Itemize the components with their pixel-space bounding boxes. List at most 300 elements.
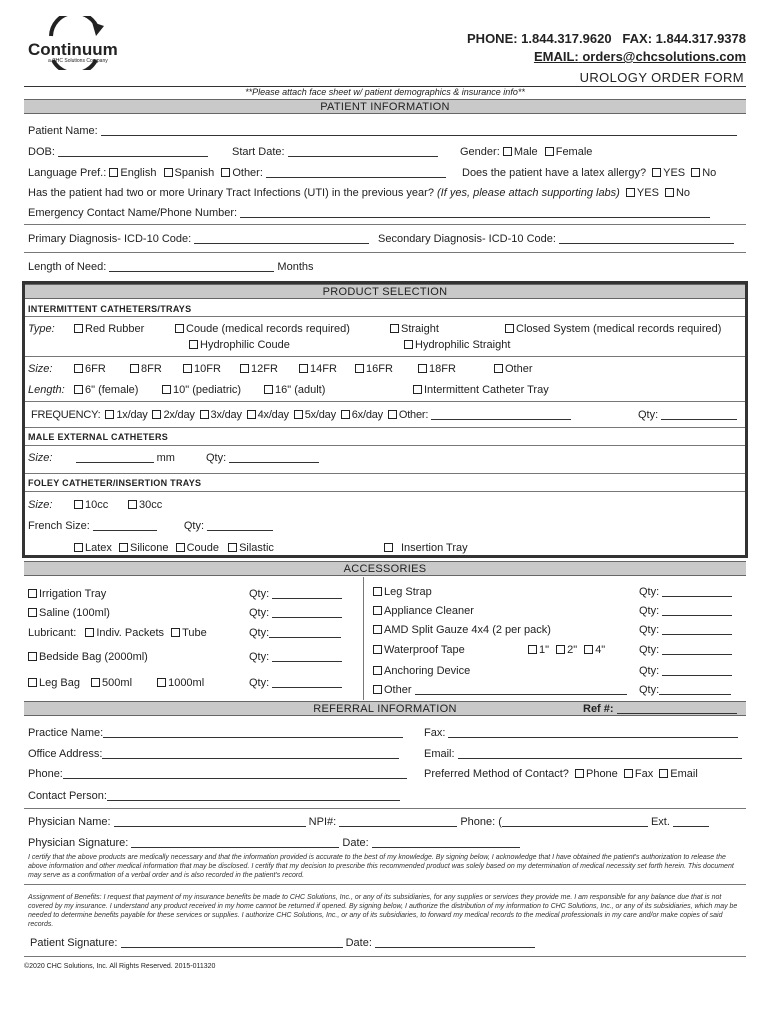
patient-rule-2 (24, 252, 746, 253)
preferred-contact-row (424, 768, 698, 780)
hydrophilic-straight-label: Hydrophilic Straight (415, 339, 511, 351)
size-10fr-checkbox[interactable] (183, 364, 192, 373)
email-link[interactable]: orders@chcsolutions.com (582, 49, 746, 64)
foley-coude-checkbox[interactable] (176, 543, 185, 552)
header-phone: PHONE: 1.844.317.9620 (467, 31, 612, 46)
hydrophilic-straight-option (404, 339, 510, 351)
pref-phone-checkbox[interactable] (575, 769, 584, 778)
saline-qty-label: Qty: (249, 607, 270, 619)
appliance-cleaner-qty-field[interactable] (662, 605, 732, 616)
ref-phone-field[interactable] (63, 768, 407, 779)
silastic-checkbox[interactable] (228, 543, 237, 552)
accessory-other-row (373, 684, 627, 696)
product-rule-1 (25, 316, 745, 317)
french-size-field[interactable] (93, 520, 157, 531)
gender-male-checkbox[interactable] (503, 147, 512, 156)
patient-name-row (28, 125, 737, 137)
size-12fr-label: 12FR (251, 363, 278, 375)
length-adult-label: 16" (adult) (275, 384, 326, 396)
logo-tagline: a CHC Solutions Company (48, 58, 108, 64)
size-other-checkbox[interactable] (494, 364, 503, 373)
latex-no-label: No (702, 167, 717, 179)
insertion-tray (384, 542, 468, 554)
size-label: Size: (28, 363, 53, 375)
emergency-field[interactable] (240, 207, 710, 218)
saline-checkbox[interactable] (28, 608, 37, 617)
size-8fr-checkbox[interactable] (130, 364, 139, 373)
lang-spanish-label: Spanish (174, 167, 215, 179)
hydrophilic-straight-checkbox[interactable] (404, 340, 413, 349)
lubricant-qty-field[interactable] (269, 627, 341, 638)
size-18fr-label: 18FR (429, 363, 456, 375)
type-label: Type: (28, 323, 55, 335)
leg-bag-qty-label: Qty: (249, 677, 270, 689)
practice-name-label: Practice Name: (28, 727, 104, 739)
secondary-dx-label: Secondary Diagnosis- ICD-10 Code: (378, 233, 556, 245)
coude-option (175, 323, 350, 335)
referral-title: REFERRAL INFORMATION (313, 703, 457, 715)
uti-no-label: No (675, 187, 691, 199)
physician-name-row (28, 816, 709, 828)
tube-label: Tube (182, 627, 207, 639)
irrigation-tray-row (28, 588, 106, 600)
practice-name-row (28, 727, 403, 739)
primary-dx-label: Primary Diagnosis- ICD-10 Code: (28, 233, 192, 245)
frequency-qty-label: Qty: (638, 409, 659, 421)
size-8fr-label: 8FR (141, 363, 162, 375)
product-rule-5 (25, 445, 745, 446)
appliance-cleaner-label: Appliance Cleaner (384, 605, 474, 617)
bedside-qty-field[interactable] (272, 651, 342, 662)
lubricant-label: Lubricant: (28, 627, 77, 639)
irrigation-tray-label: Irrigation Tray (39, 588, 107, 600)
indiv-packets-label: Indiv. Packets (96, 627, 165, 639)
accessory-other-qty-label: Qty: (639, 684, 660, 696)
latex-label: Latex (85, 542, 112, 554)
frequency-label: FREQUENCY: (31, 409, 101, 421)
gauze-qty-field[interactable] (662, 624, 732, 635)
size-12fr-checkbox[interactable] (240, 364, 249, 373)
form-title: UROLOGY ORDER FORM (579, 70, 744, 85)
product-rule-6 (25, 473, 745, 474)
saline-label: Saline (100ml) (39, 607, 110, 619)
patient-signature-field[interactable] (121, 937, 343, 948)
product-section-header: PRODUCT SELECTION (25, 284, 745, 299)
saline-qty (249, 607, 342, 619)
foley-title: FOLEY CATHETER/INSERTION TRAYS (28, 478, 202, 488)
patient-section-header: PATIENT INFORMATION (24, 99, 746, 114)
latex-allergy-row (462, 167, 716, 179)
lubricant-row (28, 627, 207, 639)
anchoring-device-qty-label: Qty: (639, 665, 660, 677)
referral-rule-1 (24, 808, 746, 809)
freq-3x-checkbox[interactable] (200, 410, 209, 419)
tape-2in-checkbox[interactable] (556, 645, 565, 654)
months-label: Months (277, 261, 314, 273)
length-pediatric-checkbox[interactable] (162, 385, 171, 394)
closed-system-label: Closed System (516, 323, 590, 335)
gender-female-label: Female (555, 146, 593, 158)
npi-field[interactable] (339, 816, 457, 827)
uti-yes-label: YES (636, 187, 659, 199)
freq-4x-checkbox[interactable] (247, 410, 256, 419)
lang-other-label: Other: (232, 167, 263, 179)
irrigation-qty-field[interactable] (272, 588, 342, 599)
foley-30cc (128, 499, 162, 511)
contact-person-label: Contact Person: (28, 790, 107, 802)
product-rule-7 (25, 491, 745, 492)
anchoring-device-row (373, 665, 470, 677)
length-female (74, 384, 138, 396)
pref-email-checkbox[interactable] (659, 769, 668, 778)
lubricant-qty-label: Qty: (249, 627, 270, 639)
secondary-dx-field[interactable] (559, 233, 734, 244)
pref-fax-checkbox[interactable] (624, 769, 633, 778)
waterproof-tape-label: Waterproof Tape (384, 644, 465, 656)
gauze-row (373, 624, 551, 636)
fax-field[interactable] (448, 727, 738, 738)
patient-name-label: Patient Name: (28, 125, 98, 137)
pref-email-label: Email (670, 768, 698, 780)
indiv-packets-checkbox[interactable] (85, 628, 94, 637)
length-pediatric (162, 384, 241, 396)
closed-records-note: (medical records required) (593, 323, 722, 335)
accessory-other-checkbox[interactable] (373, 685, 382, 694)
waterproof-tape-qty (639, 644, 732, 656)
primary-dx-field[interactable] (194, 233, 369, 244)
patient-date-label: Date: (345, 937, 372, 949)
physician-phone-label: Phone: ( (460, 816, 502, 828)
lang-other-checkbox[interactable] (221, 168, 230, 177)
freq-1x-checkbox[interactable] (105, 410, 114, 419)
accessory-other-field[interactable] (415, 684, 627, 695)
accessory-other-qty (639, 684, 731, 696)
leg-bag-qty-field[interactable] (272, 677, 342, 688)
physician-phone-field[interactable] (502, 816, 648, 827)
freq-1x-label: 1x/day (116, 409, 148, 421)
closed-system-option (505, 323, 721, 335)
ref-number-field[interactable] (617, 704, 737, 714)
preferred-contact-label: Preferred Method of Contact? (424, 768, 569, 780)
red-rubber-label: Red Rubber (85, 323, 145, 335)
gender-row (460, 146, 592, 158)
bedside-qty (249, 651, 342, 663)
size-14fr-label: 14FR (310, 363, 337, 375)
uti-row (28, 187, 690, 199)
straight-option (390, 323, 439, 335)
physician-name-field[interactable] (114, 816, 306, 827)
product-rule-3 (25, 401, 745, 402)
size-6fr-checkbox[interactable] (74, 364, 83, 373)
pref-fax-label: Fax (634, 768, 654, 780)
leg-bag-checkbox[interactable] (28, 678, 37, 687)
product-rule-2 (25, 356, 745, 357)
referral-bottom-rule (24, 956, 746, 957)
secondary-dx-row (378, 233, 734, 245)
bedside-bag-row (28, 651, 148, 663)
male-ext-size-label: Size: (28, 452, 53, 464)
latex-no-checkbox[interactable] (691, 168, 700, 177)
physician-date-field[interactable] (372, 837, 520, 848)
frequency-qty-field[interactable] (661, 409, 737, 420)
physician-signature-label: Physician Signature: (28, 837, 129, 849)
assignment-text: Assignment of Benefits: I request that payment of my insurance benefits be made to CHC Solutions, Inc., or any of its subsidiaries, for any supplies or services they provide me. I am responsible for any balance due that is not covered by my insurance. I understand any product received in my home cannot be returned if opened. By signing below, I authorize the distribution of my information to CHC Solutions, Inc., or any of its subsidiaries, which may be needed to determine benefits payable for these services or supplies. I authorize CHC Solutions, Inc., or any of its subsidiaries, to forward my medical records to the medical professionals in my care and/or make copies of said records. (28, 894, 738, 928)
lang-english-label: English (120, 167, 157, 179)
latex-question: Does the patient have a latex allergy? (462, 167, 647, 179)
physician-signature-row (28, 837, 520, 849)
hydrophilic-coude-label: Hydrophilic Coude (200, 339, 290, 351)
dob-field[interactable] (58, 146, 208, 157)
primary-dx-row (28, 233, 369, 245)
practice-name-field[interactable] (103, 727, 403, 738)
saline-row (28, 607, 110, 619)
coude-label: Coude (186, 323, 219, 335)
irrigation-tray-checkbox[interactable] (28, 589, 37, 598)
size-16fr (355, 363, 393, 375)
saline-qty-field[interactable] (272, 607, 342, 618)
leg-strap-qty-field[interactable] (662, 586, 732, 597)
foley-qty-label: Qty: (183, 520, 205, 532)
male-ext-qty-field[interactable] (229, 452, 319, 463)
hydrophilic-coude-option (189, 339, 290, 351)
waterproof-tape-qty-label: Qty: (639, 644, 660, 656)
size-other-label: Other (505, 363, 533, 375)
size-18fr-checkbox[interactable] (418, 364, 427, 373)
leg-strap-checkbox[interactable] (373, 587, 382, 596)
latex-yes-label: YES (663, 167, 686, 179)
leg-bag-row (28, 677, 204, 689)
fax-row (424, 727, 738, 739)
size-18fr (418, 363, 456, 375)
office-address-row (28, 748, 399, 760)
size-12fr (240, 363, 278, 375)
size-16fr-checkbox[interactable] (355, 364, 364, 373)
latex-yes-checkbox[interactable] (652, 168, 661, 177)
dob-row (28, 146, 208, 158)
male-external-title: MALE EXTERNAL CATHETERS (28, 432, 169, 442)
appliance-cleaner-checkbox[interactable] (373, 606, 382, 615)
size-8fr (130, 363, 162, 375)
length-adult (264, 384, 325, 396)
patient-date-field[interactable] (375, 937, 535, 948)
dob-label: DOB: (28, 146, 55, 158)
bedside-bag-checkbox[interactable] (28, 652, 37, 661)
insertion-tray-label: Insertion Tray (401, 542, 468, 554)
ext-label: Ext. (650, 816, 670, 828)
email-label: EMAIL: (533, 49, 579, 64)
coude-checkbox[interactable] (175, 324, 184, 333)
gender-female-checkbox[interactable] (545, 147, 554, 156)
waterproof-tape-qty-field[interactable] (662, 644, 732, 655)
intermittent-tray-checkbox[interactable] (413, 385, 422, 394)
freq-other-checkbox[interactable] (388, 410, 397, 419)
npi-label: NPI#: (308, 816, 337, 828)
foley-10cc (74, 499, 108, 511)
accessories-section-header: ACCESSORIES (24, 561, 746, 576)
coude-records-note: (medical records required) (221, 323, 350, 335)
size-6fr-label: 6FR (85, 363, 106, 375)
copyright: ©2020 CHC Solutions, Inc. All Rights Reserved. 2015-011320 (24, 963, 216, 970)
red-rubber-checkbox[interactable] (74, 324, 83, 333)
silicone-checkbox[interactable] (119, 543, 128, 552)
foley-10cc-label: 10cc (85, 499, 109, 511)
accessories-divider (363, 577, 364, 700)
freq-3x-label: 3x/day (210, 409, 242, 421)
contact-person-field[interactable] (107, 790, 400, 801)
intermittent-tray (413, 384, 549, 396)
bedside-qty-label: Qty: (249, 651, 270, 663)
irrigation-qty-label: Qty: (249, 588, 270, 600)
insertion-tray-checkbox[interactable] (384, 543, 393, 552)
lang-other-field[interactable] (266, 167, 446, 178)
size-16fr-label: 16FR (366, 363, 393, 375)
appliance-cleaner-qty (639, 605, 732, 617)
foley-30cc-checkbox[interactable] (128, 500, 137, 509)
hydrophilic-coude-checkbox[interactable] (189, 340, 198, 349)
tape-4in-checkbox[interactable] (584, 645, 593, 654)
appliance-cleaner-row (373, 605, 474, 617)
header-fax: FAX: 1.844.317.9378 (622, 31, 746, 46)
continuum-logo (26, 16, 126, 70)
leg-bag-500-label: 500ml (102, 677, 133, 689)
length-of-need-row (28, 261, 314, 273)
foley-coude-label: Coude (186, 542, 219, 554)
tape-4in-label: 4" (595, 644, 606, 656)
patient-name-field[interactable] (101, 125, 737, 136)
foley-material-row (74, 542, 274, 554)
latex-checkbox[interactable] (74, 543, 83, 552)
accessory-other-qty-field[interactable] (659, 684, 731, 695)
language-label: Language Pref.: (28, 167, 107, 179)
anchoring-device-qty (639, 665, 732, 677)
pref-phone-label: Phone (585, 768, 618, 780)
intermittent-tray-label: Intermittent Catheter Tray (424, 384, 549, 396)
office-address-label: Office Address: (28, 748, 103, 760)
ref-email-field[interactable] (458, 748, 742, 759)
french-size-row (28, 520, 273, 532)
gauze-checkbox[interactable] (373, 625, 382, 634)
appliance-cleaner-qty-label: Qty: (639, 605, 660, 617)
emergency-label: Emergency Contact Name/Phone Number: (28, 207, 238, 219)
uti-question: Has the patient had two or more Urinary Tract Infections (UTI) in the previous year? (28, 187, 434, 199)
ref-number (583, 703, 737, 715)
ref-label: Ref #: (583, 703, 614, 715)
length-female-checkbox[interactable] (74, 385, 83, 394)
patient-rule-1 (24, 224, 746, 225)
red-rubber-option (74, 323, 144, 335)
frequency-qty (638, 409, 737, 421)
frequency-row (31, 409, 571, 421)
leg-bag-500-checkbox[interactable] (91, 678, 100, 687)
ext-field[interactable] (673, 816, 709, 827)
tube-checkbox[interactable] (171, 628, 180, 637)
intermittent-title: INTERMITTENT CATHETERS/TRAYS (28, 304, 192, 314)
irrigation-qty (249, 588, 342, 600)
mm-label: mm (156, 452, 175, 464)
gender-label: Gender: (460, 146, 500, 158)
start-date-field[interactable] (288, 146, 438, 157)
male-ext-qty-label: Qty: (205, 452, 227, 464)
freq-5x-checkbox[interactable] (294, 410, 303, 419)
waterproof-tape-checkbox[interactable] (373, 645, 382, 654)
size-10fr (183, 363, 221, 375)
office-address-field[interactable] (102, 748, 399, 759)
freq-2x-checkbox[interactable] (152, 410, 161, 419)
leg-strap-qty-label: Qty: (639, 586, 660, 598)
freq-5x-label: 5x/day (304, 409, 336, 421)
header-phone-fax (467, 31, 746, 46)
ref-phone-row (28, 768, 407, 780)
logo-name: Continuum (28, 40, 118, 59)
physician-signature-field[interactable] (131, 837, 339, 848)
leg-bag-1000-label: 1000ml (168, 677, 205, 689)
tape-2in-label: 2" (567, 644, 578, 656)
certification-text: I certify that the above products are medically necessary and that the information provided is accurate to the best of my knowledge. By signing below, I acknowledge that I have obtained the patient's authorization to release the above information and other medical information that may be disclosed. I certify that my decision to prescribe this recommended product was solely based on my determination of medical necessity set forth herein. This document may serve as a confirmation of a verbal order and is also recorded in the patient's record. (28, 854, 734, 879)
french-size-label: French Size: (28, 520, 90, 532)
size-14fr (299, 363, 337, 375)
header-email (534, 49, 746, 64)
foley-10cc-checkbox[interactable] (74, 500, 83, 509)
lang-english-checkbox[interactable] (109, 168, 118, 177)
start-date-row (232, 146, 438, 158)
physician-date-label: Date: (342, 837, 369, 849)
freq-6x-checkbox[interactable] (341, 410, 350, 419)
leg-strap-row (373, 586, 432, 598)
leg-bag-qty (249, 677, 342, 689)
male-ext-size-field[interactable] (76, 452, 154, 463)
size-14fr-checkbox[interactable] (299, 364, 308, 373)
gauze-label: AMD Split Gauze 4x4 (2 per pack) (384, 624, 551, 636)
leg-strap-qty (639, 586, 732, 598)
start-date-label: Start Date: (232, 146, 285, 158)
fax-label: Fax: (424, 727, 446, 739)
physician-name-label: Physician Name: (28, 816, 111, 828)
length-label: Length: (28, 384, 65, 396)
waterproof-tape-row (373, 644, 465, 656)
language-row (28, 167, 446, 179)
length-of-need-field[interactable] (109, 261, 274, 272)
anchoring-device-checkbox[interactable] (373, 666, 382, 675)
anchoring-device-qty-field[interactable] (662, 665, 732, 676)
freq-2x-label: 2x/day (163, 409, 195, 421)
straight-checkbox[interactable] (390, 324, 399, 333)
silicone-label: Silicone (129, 542, 169, 554)
bedside-bag-label: Bedside Bag (2000ml) (39, 651, 148, 663)
accessory-other-label: Other (384, 684, 412, 696)
freq-other-field[interactable] (431, 409, 571, 420)
closed-system-checkbox[interactable] (505, 324, 514, 333)
ref-email-label: Email: (424, 748, 455, 760)
uti-no-checkbox[interactable] (665, 188, 674, 197)
tape-1in-checkbox[interactable] (528, 645, 537, 654)
uti-note: (If yes, please attach supporting labs) (437, 187, 620, 199)
gender-male-label: Male (513, 146, 538, 158)
leg-bag-1000-checkbox[interactable] (157, 678, 166, 687)
anchoring-device-label: Anchoring Device (384, 665, 471, 677)
tape-1in-label: 1" (539, 644, 550, 656)
uti-yes-checkbox[interactable] (626, 188, 635, 197)
ref-phone-label: Phone: (28, 768, 63, 780)
patient-signature-label: Patient Signature: (30, 937, 118, 949)
lubricant-qty (249, 627, 341, 639)
straight-label: Straight (401, 323, 439, 335)
lang-spanish-checkbox[interactable] (164, 168, 173, 177)
length-adult-checkbox[interactable] (264, 385, 273, 394)
gauze-qty-label: Qty: (639, 624, 660, 636)
contact-person-row (28, 790, 400, 802)
foley-qty-field[interactable] (207, 520, 273, 531)
male-ext-size-row (28, 452, 319, 464)
